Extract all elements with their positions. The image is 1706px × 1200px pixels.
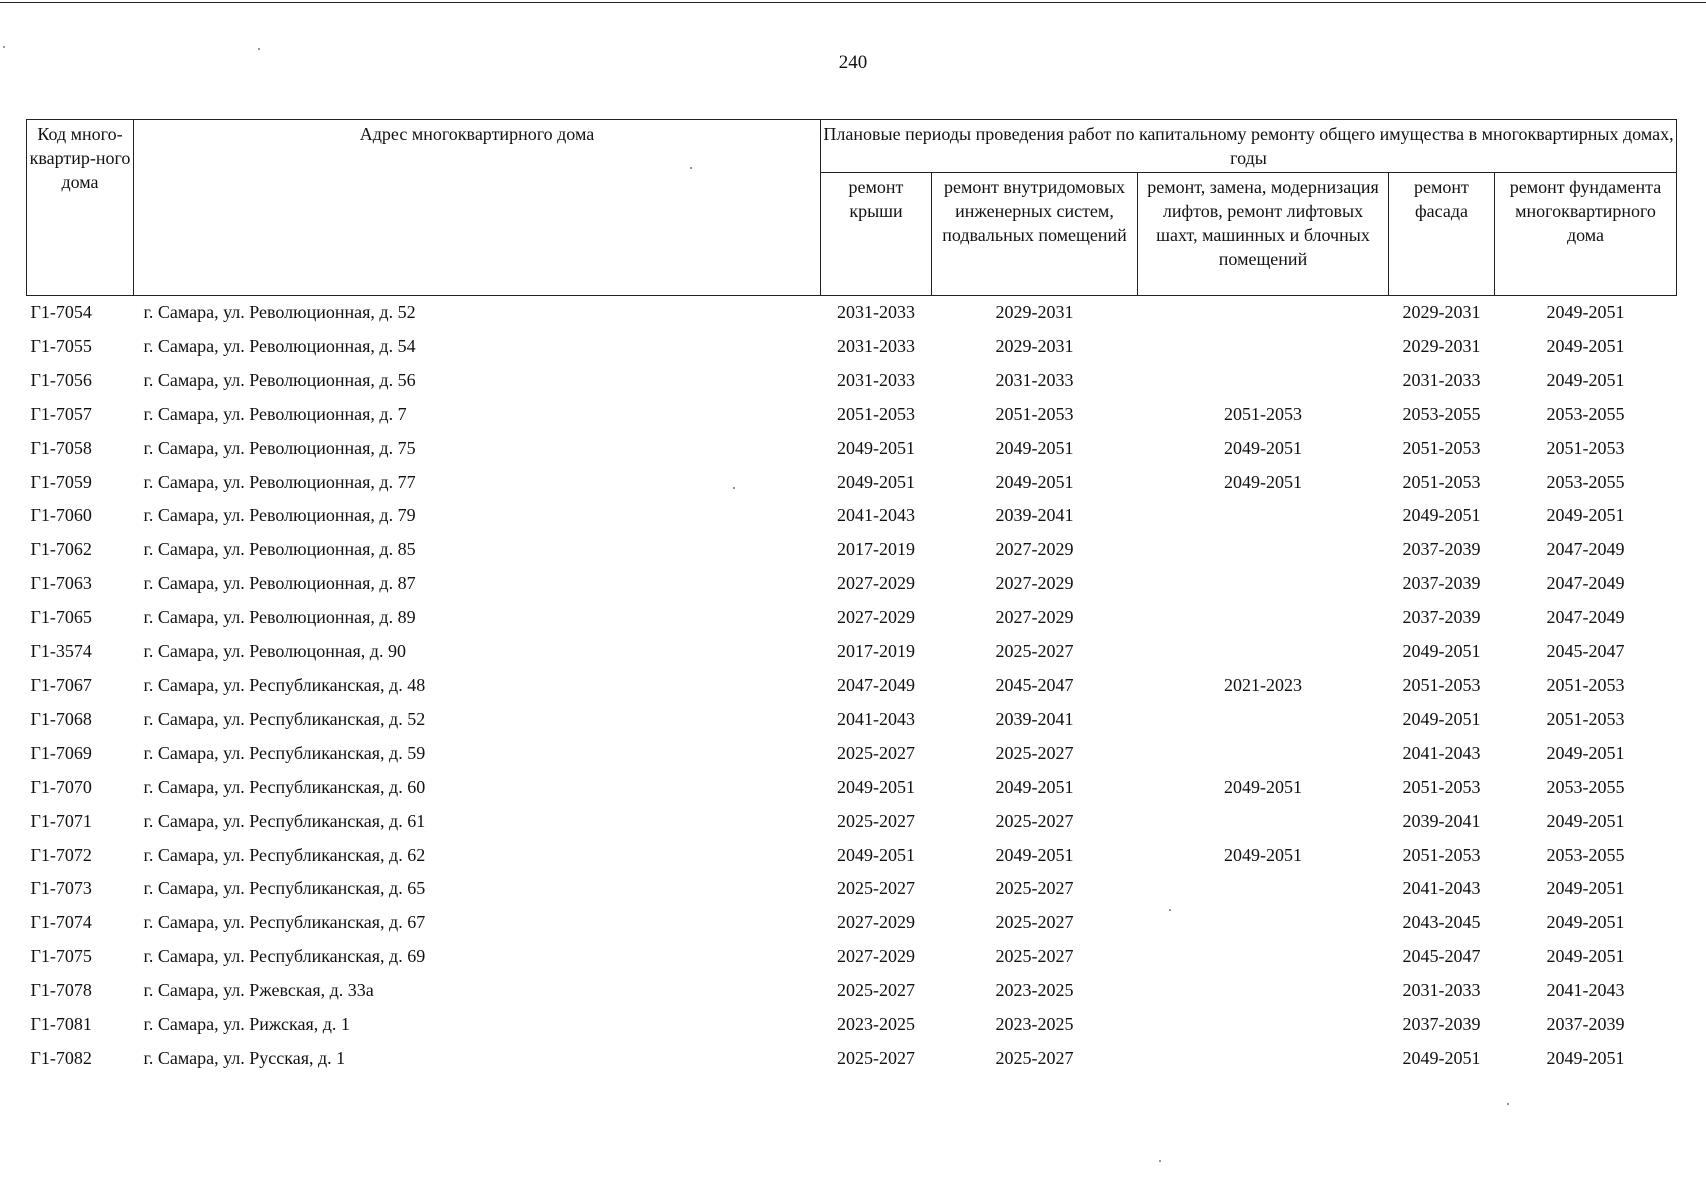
- header-facade: ремонт фасада: [1389, 173, 1495, 296]
- cell-code: Г1-7073: [30, 878, 92, 899]
- cell-lifts: [1138, 906, 1389, 940]
- cell-address: г. Самара, ул. Республиканская, д. 62: [143, 844, 426, 865]
- cell-foundation: 2053-2055: [1546, 844, 1625, 865]
- cell-foundation: 2047-2049: [1546, 607, 1625, 628]
- cell-lifts: [1138, 533, 1389, 567]
- cell-foundation: 2049-2051: [1546, 335, 1625, 356]
- cell-systems: 2025-2027: [995, 641, 1074, 662]
- cell-roof: 2025-2027: [837, 742, 915, 763]
- cell-roof: 2025-2027: [837, 878, 915, 899]
- cell-lifts: [1138, 737, 1389, 771]
- table-row: [27, 635, 1677, 669]
- cell-code: Г1-7063: [30, 573, 92, 594]
- cell-code: Г1-7071: [30, 810, 92, 831]
- table-row: [27, 974, 1677, 1008]
- table-row: [27, 601, 1677, 635]
- cell-roof: 2031-2033: [837, 302, 915, 322]
- cell-address: г. Самара, ул. Революционная, д. 7: [143, 403, 407, 424]
- cell-roof: 2041-2043: [837, 708, 915, 729]
- cell-lifts: [1138, 296, 1389, 330]
- cell-roof: 2047-2049: [837, 674, 915, 695]
- cell-facade: 2049-2051: [1402, 641, 1481, 662]
- cell-roof: 2027-2029: [837, 573, 915, 594]
- cell-foundation: 2049-2051: [1546, 742, 1625, 763]
- cell-lifts: [1138, 330, 1389, 364]
- cell-foundation: 2051-2053: [1546, 708, 1625, 729]
- cell-lifts: [1138, 635, 1389, 669]
- table-row: [27, 805, 1677, 839]
- cell-address: г. Самара, ул. Ржевская, д. 33а: [143, 980, 374, 1001]
- cell-lifts: 2049-2051: [1224, 844, 1302, 865]
- cell-address: г. Самара, ул. Революционная, д. 54: [143, 335, 416, 356]
- cell-code: Г1-7055: [30, 335, 92, 356]
- cell-systems: 2025-2027: [995, 810, 1074, 831]
- cell-code: Г1-7069: [30, 742, 92, 763]
- cell-code: Г1-7074: [30, 912, 92, 933]
- cell-lifts: [1138, 1042, 1389, 1076]
- cell-lifts: [1138, 364, 1389, 398]
- capital-repair-plan-table: [26, 119, 1677, 1076]
- table-row: [27, 1008, 1677, 1042]
- header-roof: ремонт крыши: [821, 173, 932, 296]
- cell-facade: 2029-2031: [1402, 302, 1481, 322]
- cell-code: Г1-7060: [30, 505, 92, 526]
- cell-roof: 2017-2019: [837, 539, 915, 560]
- cell-roof: 2041-2043: [837, 505, 915, 526]
- cell-code: Г1-7059: [30, 471, 92, 492]
- table-row: [27, 669, 1677, 703]
- cell-address: г. Самара, ул. Революционная, д. 56: [143, 369, 416, 390]
- cell-foundation: 2049-2051: [1546, 946, 1625, 967]
- cell-systems: 2027-2029: [995, 573, 1074, 594]
- cell-address: г. Самара, ул. Революционная, д. 85: [143, 539, 416, 560]
- cell-systems: 2025-2027: [995, 946, 1074, 967]
- cell-code: Г1-7072: [30, 844, 92, 865]
- cell-foundation: 2037-2039: [1546, 1014, 1625, 1035]
- cell-facade: 2051-2053: [1402, 437, 1481, 458]
- cell-address: г. Самара, ул. Республиканская, д. 60: [143, 776, 426, 797]
- cell-foundation: 2051-2053: [1546, 674, 1625, 695]
- cell-address: г. Самара, ул. Русская, д. 1: [143, 1047, 346, 1068]
- table-row: [27, 364, 1677, 398]
- table-row: [27, 466, 1677, 500]
- cell-roof: 2051-2053: [837, 403, 915, 424]
- table-row: [27, 737, 1677, 771]
- header-code: Код много-квартир-ного дома: [27, 120, 134, 296]
- cell-code: Г1-7075: [30, 946, 92, 967]
- cell-address: г. Самара, ул. Республиканская, д. 52: [143, 708, 426, 729]
- header-systems: ремонт внутридомовых инженерных систем, подвальных помещений: [932, 173, 1138, 296]
- cell-roof: 2027-2029: [837, 607, 915, 628]
- scan-speck: [733, 487, 735, 489]
- table-row: [27, 296, 1677, 330]
- table-row: [27, 398, 1677, 432]
- cell-code: Г1-7057: [30, 403, 92, 424]
- cell-roof: 2031-2033: [837, 369, 915, 390]
- cell-foundation: 2049-2051: [1546, 912, 1625, 933]
- cell-address: г. Самара, ул. Республиканская, д. 65: [143, 878, 426, 899]
- cell-address: г. Самара, ул. Революционная, д. 52: [143, 302, 416, 322]
- cell-roof: 2025-2027: [837, 810, 915, 831]
- cell-lifts: 2021-2023: [1224, 674, 1302, 695]
- cell-address: г. Самара, ул. Революционная, д. 75: [143, 437, 416, 458]
- cell-lifts: 2051-2053: [1224, 403, 1302, 424]
- top-rule: [0, 2, 1706, 3]
- cell-lifts: 2049-2051: [1224, 437, 1302, 458]
- cell-facade: 2051-2053: [1402, 674, 1481, 695]
- cell-foundation: 2051-2053: [1546, 437, 1625, 458]
- cell-systems: 2051-2053: [995, 403, 1074, 424]
- cell-systems: 2049-2051: [995, 844, 1074, 865]
- table-row: [27, 906, 1677, 940]
- table-row: [27, 940, 1677, 974]
- cell-systems: 2029-2031: [995, 302, 1074, 322]
- cell-facade: 2041-2043: [1402, 878, 1481, 899]
- cell-code: Г1-7078: [30, 980, 92, 1001]
- cell-foundation: 2053-2055: [1546, 471, 1625, 492]
- cell-code: Г1-7056: [30, 369, 92, 390]
- cell-lifts: [1138, 974, 1389, 1008]
- cell-lifts: 2049-2051: [1224, 471, 1302, 492]
- cell-code: Г1-7070: [30, 776, 92, 797]
- table-row: [27, 432, 1677, 466]
- cell-facade: 2037-2039: [1402, 1014, 1481, 1035]
- cell-lifts: [1138, 567, 1389, 601]
- cell-facade: 2053-2055: [1402, 403, 1481, 424]
- cell-code: Г1-7067: [30, 674, 92, 695]
- cell-lifts: [1138, 703, 1389, 737]
- cell-facade: 2031-2033: [1402, 980, 1481, 1001]
- cell-address: г. Самара, ул. Революционная, д. 89: [143, 607, 416, 628]
- cell-facade: 2049-2051: [1402, 505, 1481, 526]
- cell-systems: 2025-2027: [995, 742, 1074, 763]
- table-row: [27, 703, 1677, 737]
- scan-speck: [258, 48, 260, 50]
- cell-lifts: [1138, 872, 1389, 906]
- cell-systems: 2049-2051: [995, 776, 1074, 797]
- table-row: [27, 771, 1677, 805]
- cell-address: г. Самара, ул. Республиканская, д. 61: [143, 810, 426, 831]
- cell-foundation: 2041-2043: [1546, 980, 1625, 1001]
- cell-systems: 2025-2027: [995, 1047, 1074, 1068]
- cell-facade: 2041-2043: [1402, 742, 1481, 763]
- table-row: [27, 872, 1677, 906]
- cell-address: г. Самара, ул. Республиканская, д. 67: [143, 912, 426, 933]
- cell-address: г. Самара, ул. Революционная, д. 87: [143, 573, 416, 594]
- cell-facade: 2039-2041: [1402, 810, 1481, 831]
- cell-code: Г1-7065: [30, 607, 92, 628]
- cell-foundation: 2049-2051: [1546, 1047, 1625, 1068]
- cell-systems: 2039-2041: [995, 708, 1074, 729]
- cell-systems: 2039-2041: [995, 505, 1074, 526]
- cell-systems: 2023-2025: [995, 1014, 1074, 1035]
- cell-systems: 2025-2027: [995, 878, 1074, 899]
- cell-roof: 2025-2027: [837, 980, 915, 1001]
- header-planned-periods: Плановые периоды проведения работ по капитальному ремонту общего имущества в многоквартирных домах, годы: [821, 120, 1677, 173]
- table-row: [27, 533, 1677, 567]
- cell-foundation: 2049-2051: [1546, 369, 1625, 390]
- cell-roof: 2049-2051: [837, 471, 915, 492]
- cell-foundation: 2049-2051: [1546, 505, 1625, 526]
- cell-roof: 2049-2051: [837, 844, 915, 865]
- cell-foundation: 2053-2055: [1546, 403, 1625, 424]
- cell-foundation: 2047-2049: [1546, 539, 1625, 560]
- table-row: [27, 1042, 1677, 1076]
- cell-facade: 2043-2045: [1402, 912, 1481, 933]
- cell-facade: 2037-2039: [1402, 573, 1481, 594]
- cell-code: Г1-3574: [30, 641, 92, 662]
- scan-speck: [1159, 1160, 1161, 1162]
- cell-address: г. Самара, ул. Революционная, д. 79: [143, 505, 416, 526]
- cell-lifts: [1138, 499, 1389, 533]
- cell-facade: 2051-2053: [1402, 776, 1481, 797]
- table-row: [27, 567, 1677, 601]
- cell-lifts: [1138, 940, 1389, 974]
- header-address: Адрес многоквартирного дома: [134, 120, 821, 296]
- cell-facade: 2037-2039: [1402, 539, 1481, 560]
- scan-speck: [3, 46, 5, 48]
- cell-roof: 2027-2029: [837, 912, 915, 933]
- scan-speck: [1169, 909, 1171, 911]
- scan-speck: [1507, 1103, 1509, 1105]
- cell-roof: 2027-2029: [837, 946, 915, 967]
- cell-systems: 2027-2029: [995, 607, 1074, 628]
- cell-address: г. Самара, ул. Революцонная, д. 90: [143, 641, 406, 662]
- cell-code: Г1-7068: [30, 708, 92, 729]
- cell-systems: 2049-2051: [995, 471, 1074, 492]
- cell-code: Г1-7054: [30, 302, 92, 322]
- cell-foundation: 2049-2051: [1546, 302, 1625, 322]
- cell-roof: 2049-2051: [837, 776, 915, 797]
- cell-facade: 2051-2053: [1402, 471, 1481, 492]
- cell-roof: 2025-2027: [837, 1047, 915, 1068]
- cell-systems: 2029-2031: [995, 335, 1074, 356]
- page-number: 240: [838, 52, 868, 73]
- cell-facade: 2049-2051: [1402, 708, 1481, 729]
- cell-systems: 2031-2033: [995, 369, 1074, 390]
- cell-foundation: 2045-2047: [1546, 641, 1625, 662]
- table-row: [27, 839, 1677, 873]
- cell-address: г. Самара, ул. Рижская, д. 1: [143, 1014, 350, 1035]
- cell-roof: 2017-2019: [837, 641, 915, 662]
- cell-roof: 2049-2051: [837, 437, 915, 458]
- cell-code: Г1-7058: [30, 437, 92, 458]
- cell-facade: 2049-2051: [1402, 1047, 1481, 1068]
- cell-foundation: 2053-2055: [1546, 776, 1625, 797]
- cell-facade: 2029-2031: [1402, 335, 1481, 356]
- cell-facade: 2051-2053: [1402, 844, 1481, 865]
- cell-lifts: [1138, 601, 1389, 635]
- cell-lifts: [1138, 805, 1389, 839]
- cell-address: г. Самара, ул. Республиканская, д. 59: [143, 742, 426, 763]
- cell-facade: 2031-2033: [1402, 369, 1481, 390]
- cell-lifts: 2049-2051: [1224, 776, 1302, 797]
- cell-address: г. Самара, ул. Республиканская, д. 69: [143, 946, 426, 967]
- cell-facade: 2045-2047: [1402, 946, 1481, 967]
- header-foundation: ремонт фундамента многоквартирного дома: [1495, 173, 1677, 296]
- cell-address: г. Самара, ул. Республиканская, д. 48: [143, 674, 426, 695]
- cell-foundation: 2049-2051: [1546, 810, 1625, 831]
- cell-lifts: [1138, 1008, 1389, 1042]
- cell-foundation: 2049-2051: [1546, 878, 1625, 899]
- cell-systems: 2025-2027: [995, 912, 1074, 933]
- header-lifts: ремонт, замена, модернизация лифтов, ремонт лифтовых шахт, машинных и блочных помещений: [1138, 173, 1389, 296]
- cell-systems: 2049-2051: [995, 437, 1074, 458]
- cell-systems: 2027-2029: [995, 539, 1074, 560]
- cell-code: Г1-7081: [30, 1014, 92, 1035]
- cell-roof: 2031-2033: [837, 335, 915, 356]
- table-row: [27, 330, 1677, 364]
- cell-systems: 2023-2025: [995, 980, 1074, 1001]
- cell-roof: 2023-2025: [837, 1014, 915, 1035]
- cell-facade: 2037-2039: [1402, 607, 1481, 628]
- table-body: [27, 296, 1677, 1076]
- cell-systems: 2045-2047: [995, 674, 1074, 695]
- scan-speck: [690, 167, 692, 169]
- table-row: [27, 499, 1677, 533]
- cell-address: г. Самара, ул. Революционная, д. 77: [143, 471, 416, 492]
- cell-code: Г1-7082: [30, 1047, 92, 1068]
- cell-code: Г1-7062: [30, 539, 92, 560]
- cell-foundation: 2047-2049: [1546, 573, 1625, 594]
